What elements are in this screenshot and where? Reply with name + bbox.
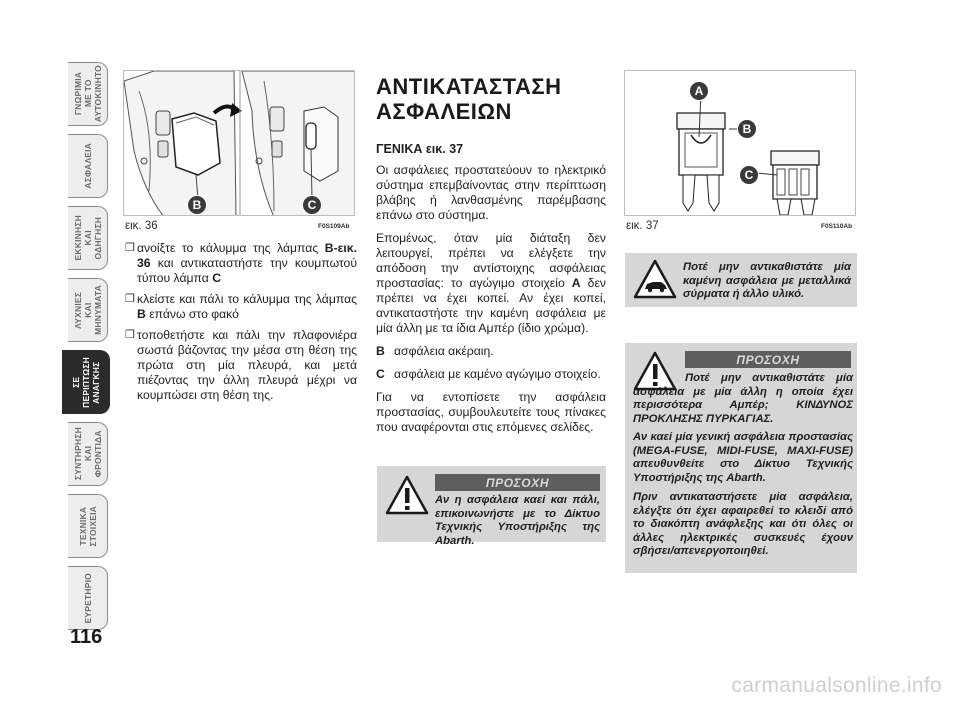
step-2-text-cont: επάνω στο φακό bbox=[145, 307, 239, 321]
tab-emergency[interactable] bbox=[62, 350, 110, 414]
lamp-replacement-drawing bbox=[124, 71, 355, 216]
tab-index[interactable] bbox=[68, 566, 108, 630]
step-3-text: τοποθετήστε και πάλι την πλαφονιέρα σωστά βάζοντας την μέσα στη θέση της πρώτα στη μία πλευρά, και μετά πιέζοντας την άλλη πλευρά μέχρι να κουμπώσει στη θέση της. bbox=[137, 328, 357, 402]
legend-text: ασφάλεια με καμένο αγώγιμο στοιχείο. bbox=[394, 367, 601, 381]
step-2-ref: B bbox=[137, 307, 146, 321]
tab-technical-data[interactable] bbox=[68, 494, 108, 558]
callout-b: B bbox=[737, 119, 757, 139]
figure-36-code: F0S109Ab bbox=[318, 223, 350, 230]
legend-item bbox=[376, 344, 606, 359]
figure-37-code: F0S110Ab bbox=[821, 223, 853, 230]
step-1-ref: B-εικ. 36 bbox=[137, 241, 357, 270]
tab-label: ΕΚΚΙΝΗΣΗ ΚΑΙ ΟΔΗΓΗΣΗ bbox=[72, 215, 103, 261]
warning-heading: ΠΡΟΣΟΧΗ bbox=[435, 474, 600, 491]
figure-36-lamp-illustration bbox=[123, 70, 355, 216]
tab-starting-driving[interactable] bbox=[68, 206, 108, 270]
tab-label: ΛΥΧΝΙΕΣ ΚΑΙ ΜΗΝΥΜΑΤΑ bbox=[72, 285, 103, 335]
warning-triangle-icon bbox=[385, 475, 429, 515]
tab-getting-to-know-car[interactable] bbox=[68, 62, 108, 126]
step-1-text: ανοίξτε το κάλυμμα της λάμπας bbox=[137, 241, 325, 255]
ref-a: A bbox=[571, 276, 581, 290]
watermark: carmanualsonline.info bbox=[731, 674, 942, 697]
checkbox-marker: ❒ bbox=[125, 293, 135, 305]
tab-label: ΑΣΦΑΛΕΙΑ bbox=[82, 143, 93, 189]
legend-key: C bbox=[376, 367, 385, 381]
paragraph-check: Επομένως, όταν μία διάταξη δεν λειτουργεί, πρέπει να ελέγξετε την απόδοση την αντίστοιχης ασφάλειας προστασίας: το αγώγιμο στοιχείο A δεν πρέπει να έχει κοπεί. Αν έχει κοπεί, αντικαταστήστε την καμένη ασφάλεια με μία άλλη με τα ίδια Αμπέρ (ίδιο χρώμα). bbox=[376, 231, 606, 335]
warning-box-reblow bbox=[377, 466, 606, 547]
list-item bbox=[125, 292, 357, 322]
section-title: ΑΝΤΙΚΑΤΑΣΤΑΣΗ ΑΣΦΑΛΕΙΩΝ bbox=[376, 74, 562, 124]
tab-label: ΣΥΝΤΗΡΗΣΗ ΚΑΙ ΦΡΟΝΤΙΔΑ bbox=[72, 427, 103, 481]
callout-b: B bbox=[187, 195, 207, 215]
warning-heading: ΠΡΟΣΟΧΗ bbox=[685, 351, 851, 368]
callout-c: C bbox=[739, 165, 759, 185]
tab-maintenance[interactable] bbox=[68, 422, 108, 486]
step-2-text: κλείστε και πάλι το κάλυμμα της λάμπας bbox=[137, 292, 357, 306]
tab-label: ΣΕ ΠΕΡΙΠΤΩΣΗ ΑΝΑΓΚΗΣ bbox=[70, 356, 101, 408]
legend-text: ασφάλεια ακέραιη. bbox=[394, 344, 494, 358]
warning-box-fuse-rules bbox=[625, 343, 857, 573]
legend-item bbox=[376, 367, 606, 382]
tab-label: ΓΝΩΡΙΜΙΑ ΜΕ ΤΟ ΑΥΤΟΚΙΝΗΤΟ bbox=[72, 65, 103, 123]
paragraph-intro: Οι ασφάλειες προστατεύουν το ηλεκτρικό σύστημα επεμβαίνοντας στην περίπτωση βλάβης ή λανθασμένης παρέμβασης επάνω στο σύστημα. bbox=[376, 163, 606, 222]
warning-text-amps: Ποτέ μην αντικαθιστάτε μία ασφάλεια με μία άλλη η οποία έχει περισσότερα Αμπέρ; ΚΙΝΔΥΝΟΣ ΠΡΟΚΛΗΣΗΣ ΠΥΡΚΑΓΙΑΣ. bbox=[633, 372, 853, 425]
tab-warning-lights[interactable] bbox=[68, 278, 108, 342]
tab-label: ΤΕΧΝΙΚΑ ΣΤΟΙΧΕΙΑ bbox=[77, 505, 98, 547]
checkbox-marker: ❒ bbox=[125, 329, 135, 341]
callout-c: C bbox=[302, 195, 322, 215]
page-number: 116 bbox=[70, 626, 103, 648]
paragraph-locate: Για να εντοπίσετε την ασφάλεια προστασίας, συμβουλευτείτε τους πίνακες που αναφέρονται στις επόμενες σελίδες. bbox=[376, 390, 606, 434]
car-warning-icon bbox=[633, 259, 677, 299]
fuse-replacement-section bbox=[376, 74, 606, 443]
tab-label: ΕΥΡΕΤΗΡΙΟ bbox=[82, 572, 93, 624]
list-item bbox=[125, 328, 357, 403]
procedure-steps bbox=[125, 241, 357, 409]
warning-text-first: Αν η ασφάλεια καεί και πάλι, επικοινωνήστε με το Δίκτυο Τεχνικής Υποστήριξης της Abarth. bbox=[435, 494, 600, 547]
figure-36-caption: εικ. 36 bbox=[125, 220, 158, 232]
legend-key: B bbox=[376, 344, 385, 358]
fuse-drawing bbox=[625, 71, 856, 216]
figure-37-fuse-illustration bbox=[624, 70, 856, 216]
warning-text-before-replacing: Πριν αντικαταστήσετε μία ασφάλεια, ελέγξτε ότι έχει αφαιρεθεί το κλειδί από το διακόπτη ανάφλεξης και ότι όλες οι άλλες ηλεκτρικές συσκευές έχουν σβήσει/απενεργοποιηθεί. bbox=[633, 491, 853, 557]
warning-text-general-fuse: Αν καεί μία γενική ασφάλεια προστασίας (MEGA-FUSE, MIDI-FUSE, MAXI-FUSE) απευθυνθείτε στο Δίκτυο Τεχνικής Υποστήριξης της Abarth. bbox=[633, 431, 853, 484]
step-1-ref-c: C bbox=[212, 271, 222, 285]
section-subheading: ΓΕΝΙΚΑ εικ. 37 bbox=[376, 142, 464, 156]
figure-37-caption: εικ. 37 bbox=[626, 220, 659, 232]
callout-a: A bbox=[689, 81, 709, 101]
note-box-no-wire bbox=[625, 253, 857, 307]
checkbox-marker: ❒ bbox=[125, 242, 135, 254]
step-1-text-cont: και αντικαταστήστε την κουμπωτού τύπου λάμπα bbox=[137, 256, 357, 285]
note-text: Ποτέ μην αντικαθιστάτε μία καμένη ασφάλεια με μεταλλικά σύρματα ή άλλο υλικό. bbox=[683, 261, 851, 300]
tab-safety[interactable] bbox=[68, 134, 108, 198]
list-item bbox=[125, 241, 357, 286]
